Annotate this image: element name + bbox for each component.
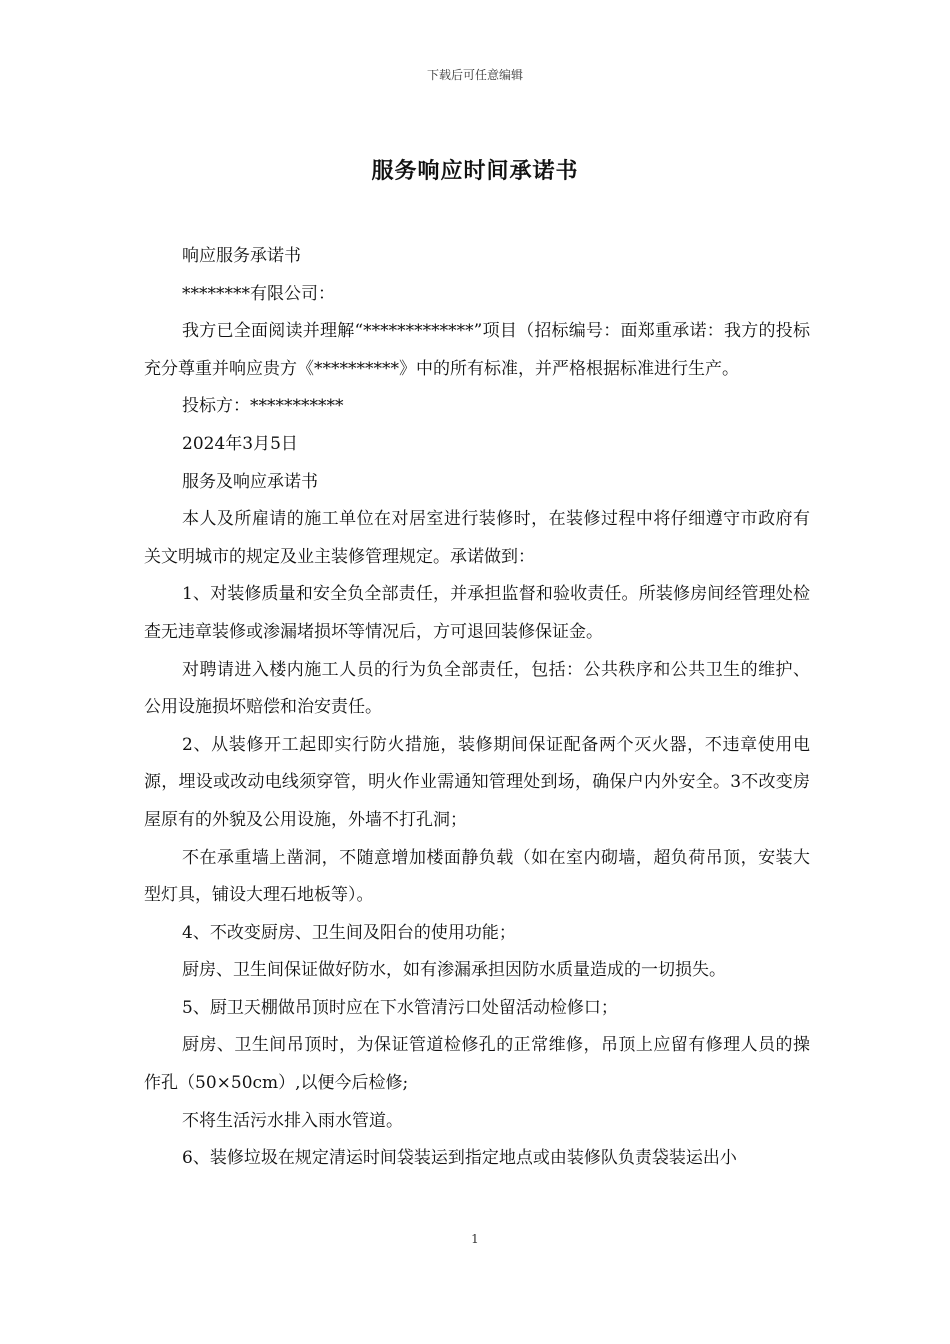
document-body (144, 238, 810, 1178)
paragraph: 服务及响应承诺书 (182, 471, 318, 492)
paragraph: ********有限公司： (182, 283, 335, 304)
paragraph: 4、不改变厨房、卫生间及阳台的使用功能； (182, 922, 516, 943)
paragraph: 厨房、卫生间保证做好防水，如有渗漏承担因防水质量造成的一切损失。 (182, 960, 726, 981)
paragraph: 不在承重墙上凿洞，不随意增加楼面静负载（如在室内砌墙，超负荷吊顶，安装大型灯具，铺设大理石地板等）。 (144, 847, 810, 906)
paragraph: 我方已全面阅读并理解“*************”项目（招标编号：面郑重承诺：我方的投标充分尊重并响应贵方《**********》中的所有标准，并严格根据标准进行生产。 (144, 321, 810, 379)
paragraph: 5、厨卫天棚做吊顶时应在下水管清污口处留活动检修口； (182, 997, 618, 1018)
paragraph: 投标方：*********** (182, 396, 344, 417)
paragraph: 2024年3月5日 (182, 433, 298, 454)
paragraph: 厨房、卫生间吊顶时，为保证管道检修孔的正常维修，吊顶上应留有修理人员的操作孔（50×50cm）,以便今后检修; (144, 1035, 810, 1094)
page-number: 1 (471, 1232, 479, 1246)
paragraph: 响应服务承诺书 (182, 246, 301, 266)
paragraph: 对聘请进入楼内施工人员的行为负全部责任，包括：公共秩序和公共卫生的维护、公用设施损坏赔偿和治安责任。 (144, 659, 810, 718)
document-title: 服务响应时间承诺书 (371, 158, 579, 184)
paragraph: 不将生活污水排入雨水管道。 (182, 1110, 403, 1131)
paragraph: 本人及所雇请的施工单位在对居室进行装修时，在装修过程中将仔细遵守市政府有关文明城市的规定及业主装修管理规定。承诺做到： (144, 509, 810, 567)
paragraph: 6、装修垃圾在规定清运时间袋装运到指定地点或由装修队负责袋装运出小 (182, 1148, 737, 1169)
paragraph: 1、对装修质量和安全负全部责任，并承担监督和验收责任。所装修房间经管理处检查无违章装修或渗漏堵损坏等情况后，方可退回装修保证金。 (144, 584, 810, 642)
page-header: 下载后可任意编辑 (426, 68, 523, 82)
paragraph: 2、从装修开工起即实行防火措施，装修期间保证配备两个灭火器，不违章使用电源，埋设或改动电线须穿管，明火作业需通知管理处到场，确保户内外安全。3不改变房屋原有的外貌及公用设施，外墙不打孔洞； (144, 734, 810, 830)
